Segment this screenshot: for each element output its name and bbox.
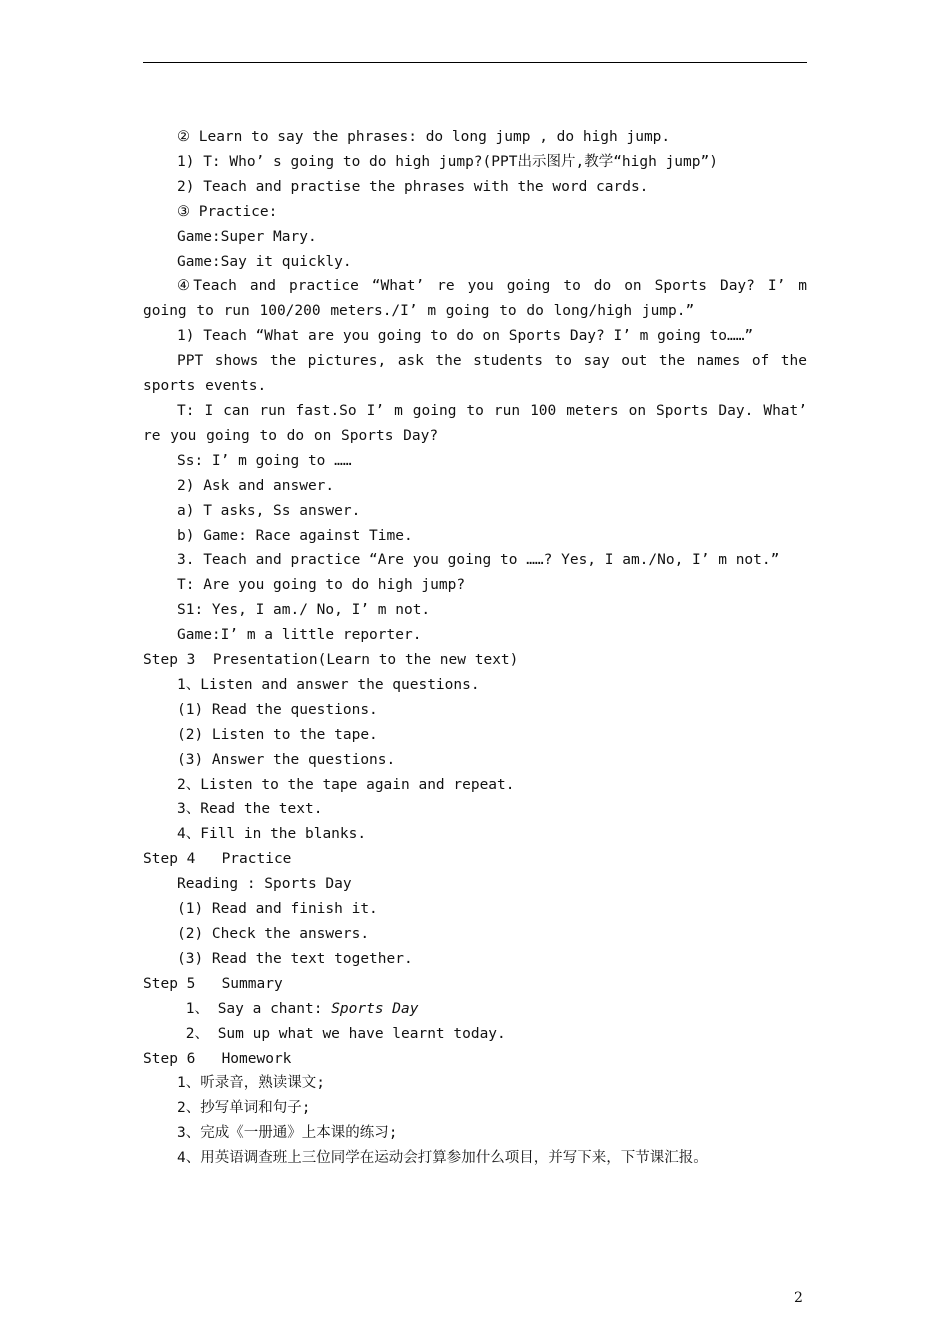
text-line: 3、完成《一册通》上本课的练习; <box>177 1125 398 1142</box>
text-line: 4、Fill in the blanks. <box>177 826 367 843</box>
text-line: 1) T: Who’ s going to do high jump?(PPT出示图片,教学“high jump”) <box>177 153 718 170</box>
step-heading: Step 3 Presentation(Learn to the new text) <box>143 652 519 669</box>
text-line <box>143 997 807 1022</box>
text-line: (2) Listen to the tape. <box>177 726 378 743</box>
text-line: 3. Teach and practice “Are you going to ……? Yes, I am./No, I’ m not.” <box>177 552 780 569</box>
text-line: (2) Check the answers. <box>177 926 370 942</box>
text-line: 2) Teach and practise the phrases with the word cards. <box>177 178 649 195</box>
text-line: Game:I’ m a little reporter. <box>177 627 422 644</box>
text-paragraph: PPT shows the pictures, ask the students to say out the names of the sports events. <box>143 353 807 395</box>
text-line: 4、用英语调查班上三位同学在运动会打算参加什么项目，并写下来，下节课汇报。 <box>177 1150 708 1167</box>
text-line: 2、 Sum up what we have learnt today. <box>177 1025 506 1042</box>
text-line: Game:Say it quickly. <box>177 253 352 270</box>
text-line: Ss: I’ m going to …… <box>177 452 352 469</box>
text-line: 2) Ask and answer. <box>177 477 335 494</box>
text-line: (3) Read the text together. <box>177 950 413 967</box>
text-line: S1: Yes, I am./ No, I’ m not. <box>177 602 431 619</box>
page-number: 2 <box>794 1290 803 1306</box>
text-line: (1) Read and finish it. <box>177 901 378 918</box>
text-line: b) Game: Race against Time. <box>177 527 413 544</box>
text-line: Reading : Sports Day <box>177 876 352 893</box>
text-line: Game:Super Mary. <box>177 228 317 245</box>
text-line: (1) Read the questions. <box>177 701 378 718</box>
text-line: 3、Read the text. <box>177 801 323 818</box>
text-line: ③ Practice: <box>177 203 278 220</box>
document-body <box>143 125 807 1171</box>
step-heading: Step 4 Practice <box>143 851 292 868</box>
text-line: T: Are you going to do high jump? <box>177 577 466 594</box>
text-paragraph: ④Teach and practice “What’ re you going to do on Sports Day? I’ m going to run 100/200 meters./I’ m going to do long/high jump.” <box>143 278 807 320</box>
text-line: 2、抄写单词和句子; <box>177 1100 311 1117</box>
text-paragraph: T: I can run fast.So I’ m going to run 100 meters on Sports Day. What’ re you going to do on Sports Day? <box>143 402 807 444</box>
text-line: 1、Listen and answer the questions. <box>177 676 480 693</box>
text-line: 1) Teach “What are you going to do on Sports Day? I’ m going to……” <box>177 328 754 345</box>
text-line: 1、听录音，熟读课文; <box>177 1075 325 1092</box>
text-line: ② Learn to say the phrases: do long jump , do high jump. <box>177 129 671 145</box>
text-line: 2、Listen to the tape again and repeat. <box>177 776 515 793</box>
step-heading: Step 5 Summary <box>143 975 283 992</box>
chant-title: Sports Day <box>331 1000 419 1017</box>
chant-prefix: 1、 Say a chant: <box>177 1000 332 1017</box>
step-heading: Step 6 Homework <box>143 1050 292 1067</box>
header-rule <box>143 62 807 63</box>
text-line: a) T asks, Ss answer. <box>177 502 361 519</box>
text-line: (3) Answer the questions. <box>177 751 396 768</box>
